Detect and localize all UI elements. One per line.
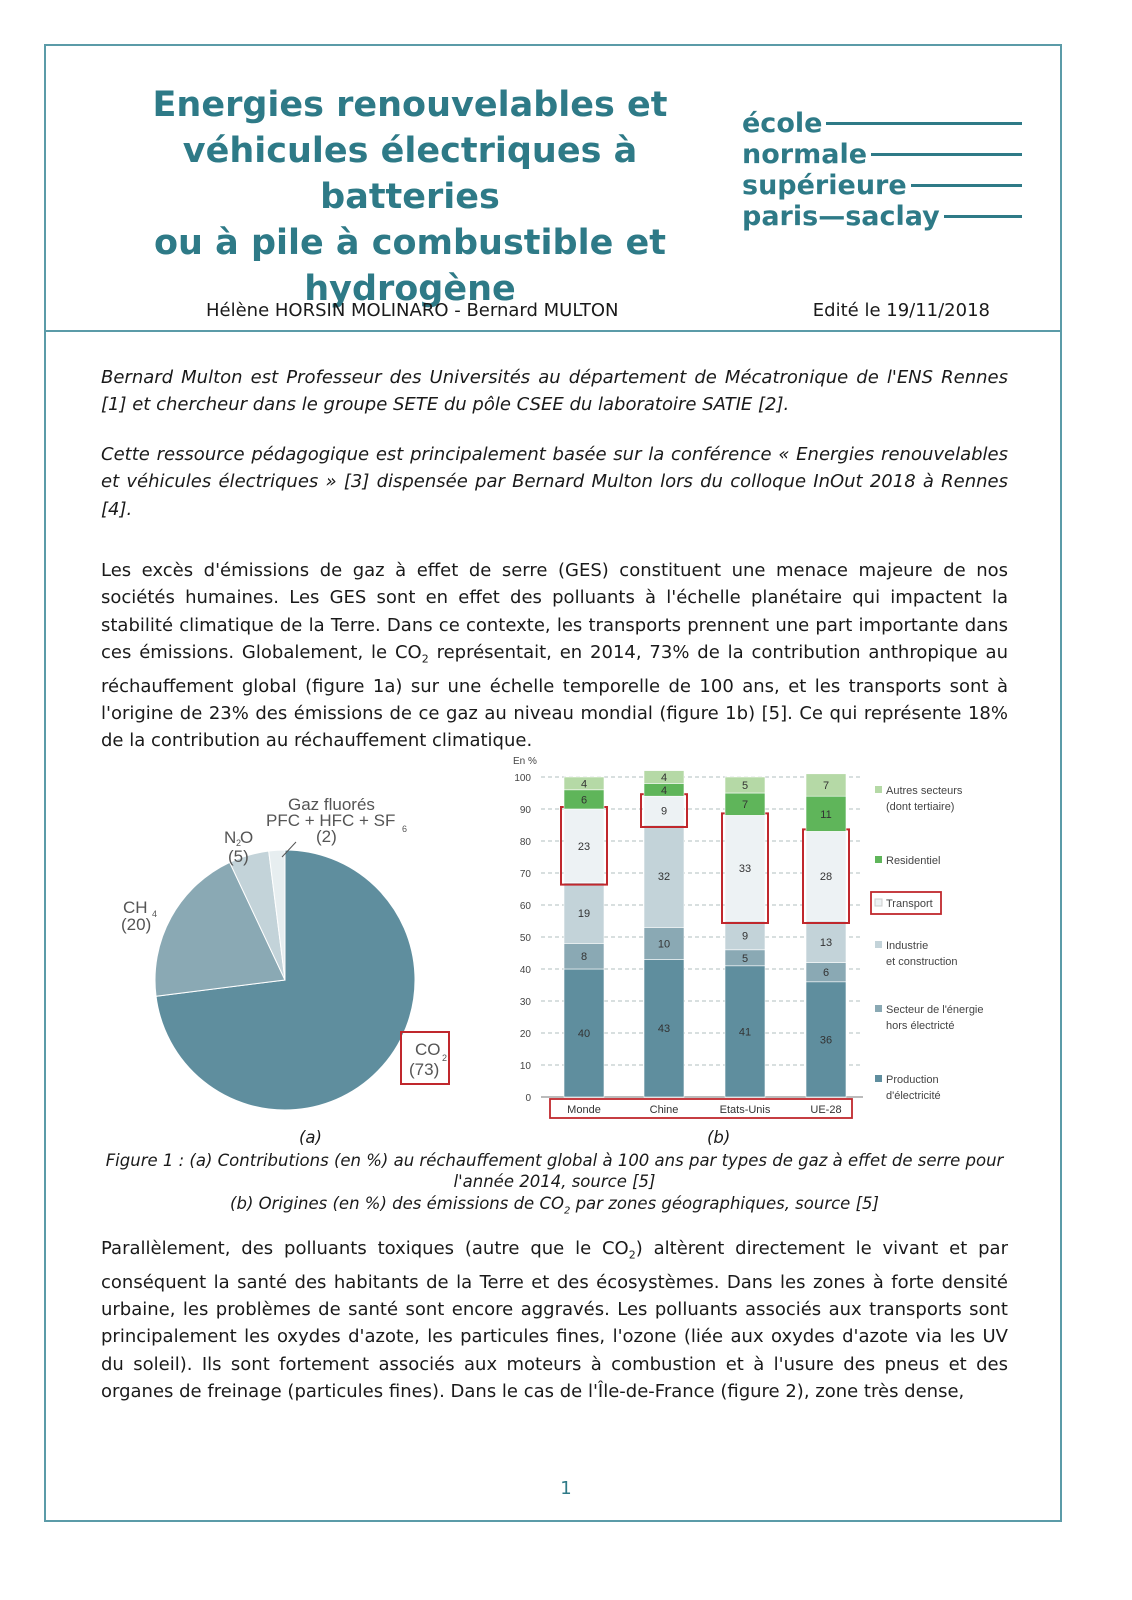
- co2-label: CO: [415, 1040, 441, 1059]
- y-tick-label: 100: [514, 773, 531, 784]
- legend-swatch: [875, 941, 882, 948]
- bar-value-label: 28: [819, 871, 833, 884]
- bar-value-label: 10: [657, 938, 671, 951]
- bar-value-label: 19: [577, 908, 591, 920]
- fluor-label: Gaz fluorés: [288, 795, 375, 814]
- y-tick-label: 60: [519, 901, 531, 912]
- figure-caption-2: (b) Origines (en %) des émissions de $CO_2$ par zones géographiques, source [5]: [230, 1194, 879, 1217]
- bar-value-label: 4: [580, 778, 588, 791]
- legend-swatch: [875, 856, 882, 863]
- legend-swatch: [875, 1075, 882, 1082]
- y-tick-label: 0: [525, 1093, 531, 1104]
- page-number: 1: [560, 1478, 572, 1499]
- n2o-label: N: [224, 828, 237, 847]
- svg-text:PFC + HFC + SF: PFC + HFC + SF: [266, 811, 396, 830]
- y-tick-label: 90: [519, 805, 531, 816]
- x-category-label: UE-28: [810, 1104, 842, 1116]
- legend-swatch: [875, 1005, 882, 1012]
- authors: Hélène HORSIN MOLINARO - Bernard MULTON: [206, 300, 619, 321]
- bar-value-label: 33: [738, 863, 752, 876]
- y-tick-label: 10: [519, 1061, 531, 1072]
- bar-value-label: 6: [580, 794, 588, 807]
- n2o-value: (5): [228, 847, 249, 866]
- legend-label: Industrie: [886, 940, 929, 952]
- svg-text:4: 4: [152, 909, 158, 919]
- svg-text:2: 2: [442, 1053, 448, 1063]
- bar-value-label: 11: [820, 808, 832, 821]
- header-divider: [44, 330, 1062, 332]
- bar-value-label: 6: [822, 967, 830, 980]
- body-paragraph-1: Les excès d'émissions de gaz à effet de serre (GES) constituent une menace majeure de nos sociétés humaines. Les GES sont en effet des polluants à l'échelle planétaire qui impactent la stabilité climatique de la Terre. Dans ce contexte, les transports prennent une part importante dans ces émissions. Globalement, le $CO_2$ représentait, en 2014, 73% de la contribution anthropique au réchauffement global (figure 1a) sur une échelle temporelle de 100 ans, et les transports sont à l'origine de 23% des émissions de ce gaz au niveau mondial (figure 1b) [5]. Ce qui représente 18% de la contribution au réchauffement climatique.: [101, 560, 1008, 752]
- legend-label: (dont tertiaire): [886, 801, 955, 813]
- bar-value-label: 8: [580, 951, 588, 964]
- document-title: Energies renouvelables et véhicules électriques à batteries ou à pile à combustible et hydrogène: [152, 85, 668, 309]
- ch4-label: CH: [123, 898, 148, 917]
- figure-label-b: (b): [707, 1128, 731, 1147]
- bar-value-label: 7: [822, 780, 830, 792]
- svg-text:6: 6: [402, 824, 408, 834]
- legend-label: Residentiel: [886, 855, 941, 867]
- svg-text:2: 2: [236, 838, 242, 848]
- legend-label: Secteur de l'énergie: [886, 1004, 984, 1016]
- x-category-label: Monde: [567, 1104, 601, 1116]
- legend-label: Transport: [886, 898, 933, 910]
- ch4-value: (20): [121, 915, 152, 934]
- svg-text:O: O: [240, 828, 254, 847]
- co2-value: (73): [409, 1060, 440, 1079]
- legend-swatch: [875, 899, 882, 906]
- y-tick-label: 20: [519, 1029, 531, 1040]
- bar-value-label: 43: [657, 1023, 671, 1036]
- stacked-bar-chart: [505, 752, 985, 1122]
- y-tick-label: 30: [519, 997, 531, 1008]
- bar-value-label: 32: [657, 871, 671, 884]
- intro-paragraph-1: Bernard Multon est Professeur des Universités au département de Mécatronique de l'ENS Rennes [1] et chercheur dans le groupe SETE du pôle CSEE du laboratoire SATIE [2].: [101, 367, 1008, 416]
- legend-label: hors électricté: [886, 1020, 955, 1032]
- y-tick-label: 50: [519, 933, 531, 944]
- figure-label-a: (a): [299, 1128, 322, 1147]
- x-category-label: Chine: [649, 1104, 679, 1116]
- bar-value-label: 5: [741, 952, 749, 965]
- bar-value-label: 7: [741, 799, 749, 812]
- y-axis-unit: En %: [513, 756, 537, 767]
- bar-value-label: 41: [738, 1026, 752, 1039]
- legend-label: et construction: [886, 956, 958, 968]
- bar-value-label: 9: [660, 805, 668, 818]
- bar-value-label: 4: [660, 772, 668, 784]
- bar-value-label: 40: [577, 1028, 591, 1040]
- legend-label: Production: [886, 1074, 939, 1086]
- ens-logo: école normale supérieure paris—saclay: [742, 108, 1022, 232]
- bar-value-label: 9: [741, 930, 749, 943]
- bar-value-label: 36: [819, 1034, 833, 1047]
- legend-label: Autres secteurs: [886, 785, 963, 797]
- y-tick-label: 40: [519, 965, 531, 976]
- bar-value-label: 13: [819, 936, 833, 949]
- bar-value-label: 4: [660, 784, 668, 797]
- fluor-value: (2): [316, 827, 337, 846]
- figure-caption-1: Figure 1 : (a) Contributions (en %) au réchauffement global à 100 ans par types de gaz à effet de serre pour l'année 2014, source [5]: [105, 1151, 1004, 1192]
- y-tick-label: 80: [519, 837, 531, 848]
- bar-value-label: 5: [741, 780, 749, 792]
- x-category-label: Etats-Unis: [719, 1104, 771, 1116]
- edit-date: Edité le 19/11/2018: [812, 300, 990, 321]
- legend-label: d'électricité: [886, 1090, 941, 1102]
- bar-value-label: 23: [577, 840, 591, 853]
- y-tick-label: 70: [519, 869, 531, 880]
- legend-swatch: [875, 786, 882, 793]
- pie-chart: [110, 780, 460, 1120]
- intro-paragraph-2: Cette ressource pédagogique est principalement basée sur la conférence « Energies renouvelables et véhicules électriques » [3] dispensée par Bernard Multon lors du colloque InOut 2018 à Rennes [4].: [101, 444, 1008, 520]
- body-paragraph-2: Parallèlement, des polluants toxiques (autre que le $CO_2$) altèrent directement le vivant et par conséquent la santé des habitants de la Terre et des écosystèmes. Dans les zones à forte densité urbaine, les problèmes de santé sont encore aggravés. Les polluants associés aux transports sont principalement les oxydes d'azote, les particules fines, l'ozone (liée aux oxydes d'azote via les UV du soleil). Ils sont fortement associés aux moteurs à combustion et à l'usure des pneus et des organes de freinage (particules fines). Dans le cas de l'Île-de-France (figure 2), zone très dense,: [101, 1238, 1008, 1403]
